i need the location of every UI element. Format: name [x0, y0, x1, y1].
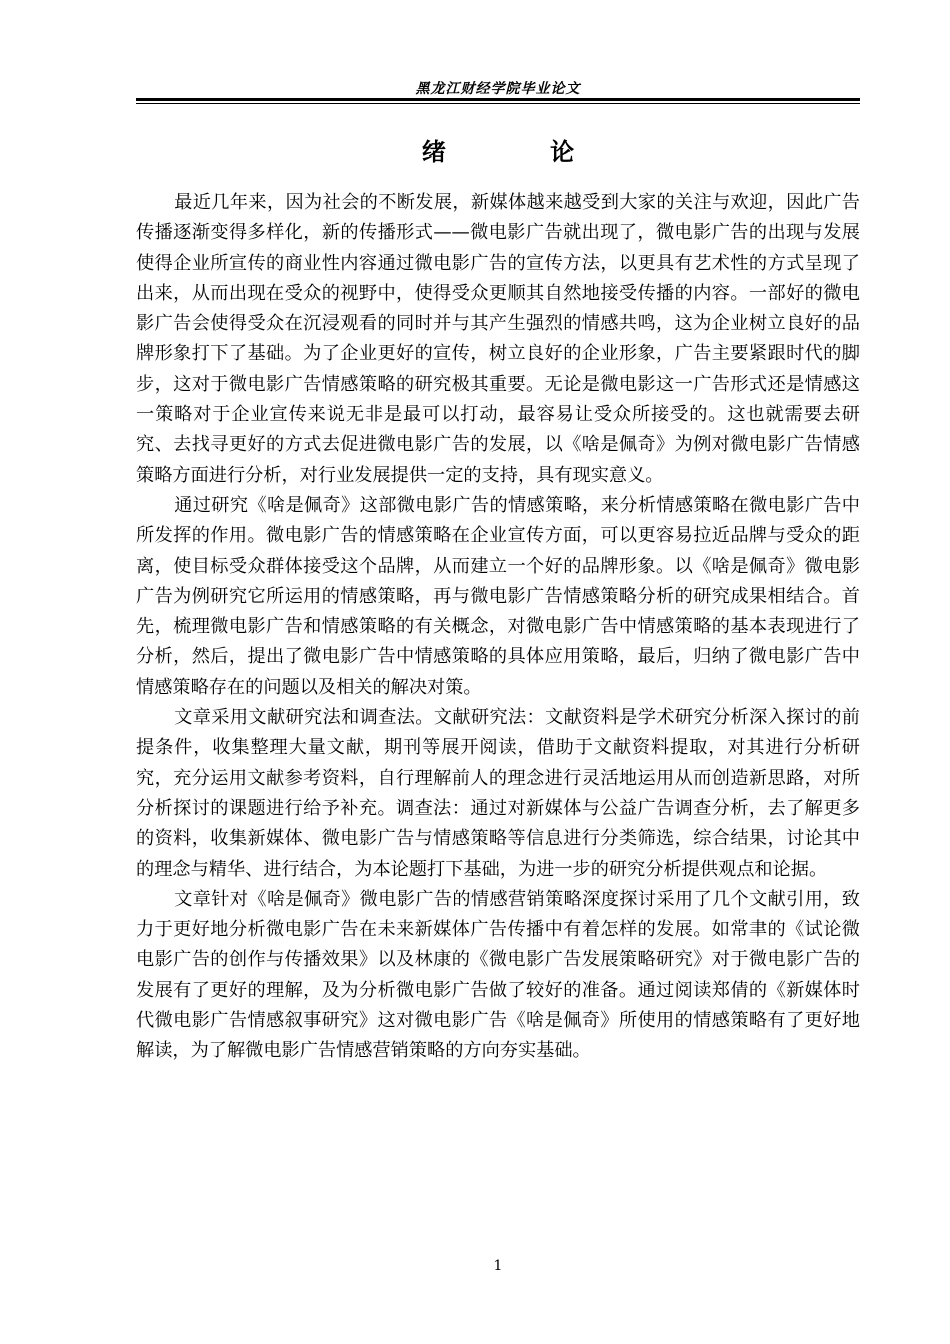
running-header: 黑龙江财经学院毕业论文 [415, 81, 581, 97]
paragraph: 文章采用文献研究法和调查法。文献研究法：文献资料是学术研究分析深入探讨的前提条件，收集整理大量文献，期刊等展开阅读，借助于文献资料提取，对其进行分析研究，充分运用文献参考资料，自行理解前人的理念进行灵活地运用从而创造新思路，对所分析探讨的课题进行给予补充。调查法：通过对新媒体与公益广告调查分析，去了解更多的资料，收集新媒体、微电影广告与情感策略等信息进行分类筛选，综合结果，讨论其中的理念与精华、进行结合，为本论题打下基础，为进一步的研究分析提供观点和论据。 [136, 707, 860, 880]
paragraph: 通过研究《啥是佩奇》这部微电影广告的情感策略，来分析情感策略在微电影广告中所发挥的作用。微电影广告的情感策略在企业宣传方面，可以更容易拉近品牌与受众的距离，使目标受众群体接受这个品牌，从而建立一个好的品牌形象。以《啥是佩奇》微电影广告为例研究它所运用的情感策略，再与微电影广告情感策略分析的研究成果相结合。首先，梳理微电影广告和情感策略的有关概念，对微电影广告中情感策略的基本表现进行了分析，然后，提出了微电影广告中情感策略的具体应用策略，最后，归纳了微电影广告中情感策略存在的问题以及相关的解决对策。 [136, 494, 860, 698]
header-rule-thin [136, 103, 860, 104]
page-number: 1 [493, 1258, 503, 1274]
paragraph: 最近几年来，因为社会的不断发展，新媒体越来越受到大家的关注与欢迎，因此广告传播逐渐变得多样化，新的传播形式——微电影广告就出现了，微电影广告的出现与发展使得企业所宣传的商业性内容通过微电影广告的宣传方法，以更具有艺术性的方式呈现了出来，从而出现在受众的视野中，使得受众更顺其自然地接受传播的内容。一部好的微电影广告会使得受众在沉浸观看的同时并与其产生强烈的情感共鸣，这为企业树立良好的品牌形象打下了基础。为了企业更好的宣传，树立良好的企业形象，广告主要紧跟时代的脚步，这对于微电影广告情感策略的研究极其重要。无论是微电影这一广告形式还是情感这一策略对于企业宣传来说无非是最可以打动，最容易让受众所接受的。这也就需要去研究、去找寻更好的方式去促进微电影广告的发展，以《啥是佩奇》为例对微电影广告情感策略方面进行分析，对行业发展提供一定的支持，具有现实意义。 [136, 192, 860, 486]
chapter-title: 绪 论 [421, 138, 623, 166]
body-text [136, 188, 860, 1067]
paragraph: 文章针对《啥是佩奇》微电影广告的情感营销策略深度探讨采用了几个文献引用，致力于更好地分析微电影广告在未来新媒体广告传播中有着怎样的发展。如常聿的《试论微电影广告的创作与传播效果》以及林康的《微电影广告发展策略研究》对于微电影广告的发展有了更好的理解，及为分析微电影广告做了较好的准备。通过阅读郑倩的《新媒体时代微电影广告情感叙事研究》这对微电影广告《啥是佩奇》所使用的情感策略有了更好地解读，为了解微电影广告情感营销策略的方向夯实基础。 [136, 888, 860, 1062]
header-rule-thick [136, 98, 860, 101]
